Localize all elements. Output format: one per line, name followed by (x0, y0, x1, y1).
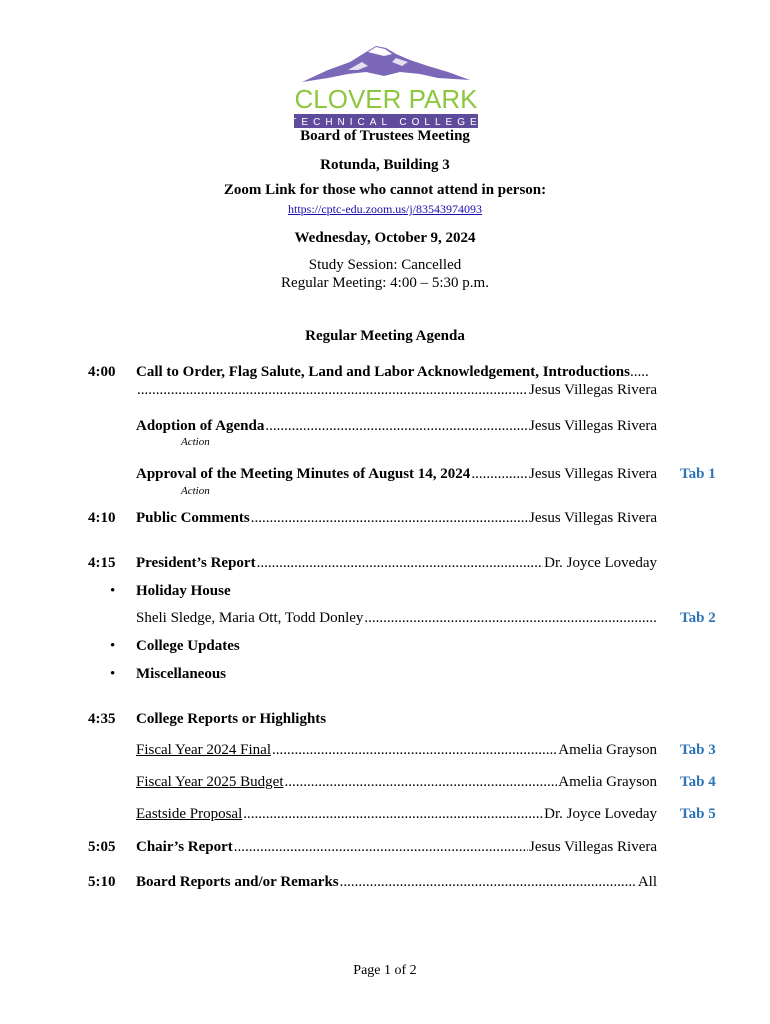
college-reports-label: College Reports or Highlights (136, 711, 327, 727)
agenda-item (136, 510, 657, 530)
board-reports-label: Board Reports and/or Remarks (136, 874, 339, 890)
tab-4-link[interactable]: Tab 4 (680, 774, 716, 790)
agenda-item (136, 742, 657, 762)
dot-leader (285, 774, 558, 791)
call-to-order-label: Call to Order, Flag Salute, Land and Labor Acknowledgement, Introductions (136, 364, 630, 380)
eastside-proposal-link[interactable]: Eastside Proposal (136, 806, 243, 822)
page-number: Page 1 of 2 (353, 963, 417, 978)
dot-leader: ..... (629, 364, 649, 380)
dot-leader (340, 874, 637, 891)
agenda-time: 4:10 (88, 510, 116, 526)
dot-leader (272, 742, 557, 759)
logo-subtitle: TECHNICAL COLLEGE (290, 117, 482, 128)
dot-leader (251, 510, 528, 527)
presidents-report-label: President’s Report (136, 555, 256, 571)
dot-leader (265, 418, 528, 435)
college-updates-label: College Updates (136, 638, 240, 654)
agenda-time: 4:00 (88, 364, 116, 380)
agenda-item-label (136, 364, 657, 381)
zoom-label: Zoom Link for those who cannot attend in person: (223, 182, 547, 198)
regular-meeting-time: Regular Meeting: 4:00 – 5:30 p.m. (281, 275, 489, 291)
tab-1-link[interactable]: Tab 1 (680, 466, 716, 482)
presenter: Jesus Villegas Rivera (529, 382, 657, 398)
holiday-house-presenters: Sheli Sledge, Maria Ott, Todd Donley (136, 610, 364, 626)
meeting-title: Board of Trustees Meeting (300, 128, 470, 144)
bullet-icon: • (110, 666, 116, 682)
presenter: Jesus Villegas Rivera (529, 466, 657, 482)
meeting-date: Wednesday, October 9, 2024 (294, 230, 476, 246)
chairs-report-label: Chair’s Report (136, 839, 233, 855)
dot-leader (137, 382, 528, 399)
bullet-icon: • (110, 638, 116, 654)
zoom-link[interactable]: https://cptc-edu.zoom.us/j/83543974093 (288, 202, 482, 216)
agenda-item (136, 418, 657, 438)
agenda-item (136, 874, 657, 894)
dot-leader (243, 806, 543, 823)
agenda-item (136, 774, 657, 794)
fiscal-2025-link[interactable]: Fiscal Year 2025 Budget (136, 774, 284, 790)
approval-minutes-label: Approval of the Meeting Minutes of August 14, 2024 (136, 466, 471, 482)
agenda-item (136, 806, 657, 826)
presenter: Jesus Villegas Rivera (529, 418, 657, 434)
presenter: Dr. Joyce Loveday (544, 555, 657, 571)
presenter: All (637, 874, 657, 890)
presenter: Amelia Grayson (558, 742, 657, 758)
college-logo (288, 42, 484, 130)
study-session: Study Session: Cancelled (308, 257, 462, 273)
miscellaneous-label: Miscellaneous (136, 666, 226, 682)
logo-name: CLOVER PARK (294, 84, 478, 114)
agenda-item (136, 555, 657, 575)
mountain-logo-icon (288, 42, 484, 130)
bullet-icon: • (110, 583, 116, 599)
public-comments-label: Public Comments (136, 510, 250, 526)
agenda-time: 4:35 (88, 711, 116, 727)
dot-leader (364, 610, 656, 627)
action-note: Action (181, 436, 210, 448)
presenter: Jesus Villegas Rivera (529, 510, 657, 526)
agenda-time: 5:05 (88, 839, 116, 855)
presenter: Amelia Grayson (558, 774, 657, 790)
tab-3-link[interactable]: Tab 3 (680, 742, 716, 758)
agenda-item-presenter-row (136, 382, 657, 402)
agenda-time: 4:15 (88, 555, 116, 571)
meeting-location: Rotunda, Building 3 (320, 157, 450, 173)
dot-leader (234, 839, 528, 856)
action-note: Action (181, 485, 210, 497)
dot-leader (471, 466, 528, 483)
adoption-agenda-label: Adoption of Agenda (136, 418, 265, 434)
presenter: Dr. Joyce Loveday (544, 806, 657, 822)
fiscal-2024-link[interactable]: Fiscal Year 2024 Final (136, 742, 271, 758)
dot-leader (257, 555, 544, 572)
presenter: Jesus Villegas Rivera (529, 839, 657, 855)
tab-5-link[interactable]: Tab 5 (680, 806, 716, 822)
agenda-item (136, 610, 657, 630)
agenda-time: 5:10 (88, 874, 116, 890)
agenda-title: Regular Meeting Agenda (305, 328, 465, 344)
agenda-item (136, 466, 657, 486)
tab-2-link[interactable]: Tab 2 (680, 610, 716, 626)
holiday-house-label: Holiday House (136, 583, 231, 599)
agenda-item (136, 839, 657, 859)
